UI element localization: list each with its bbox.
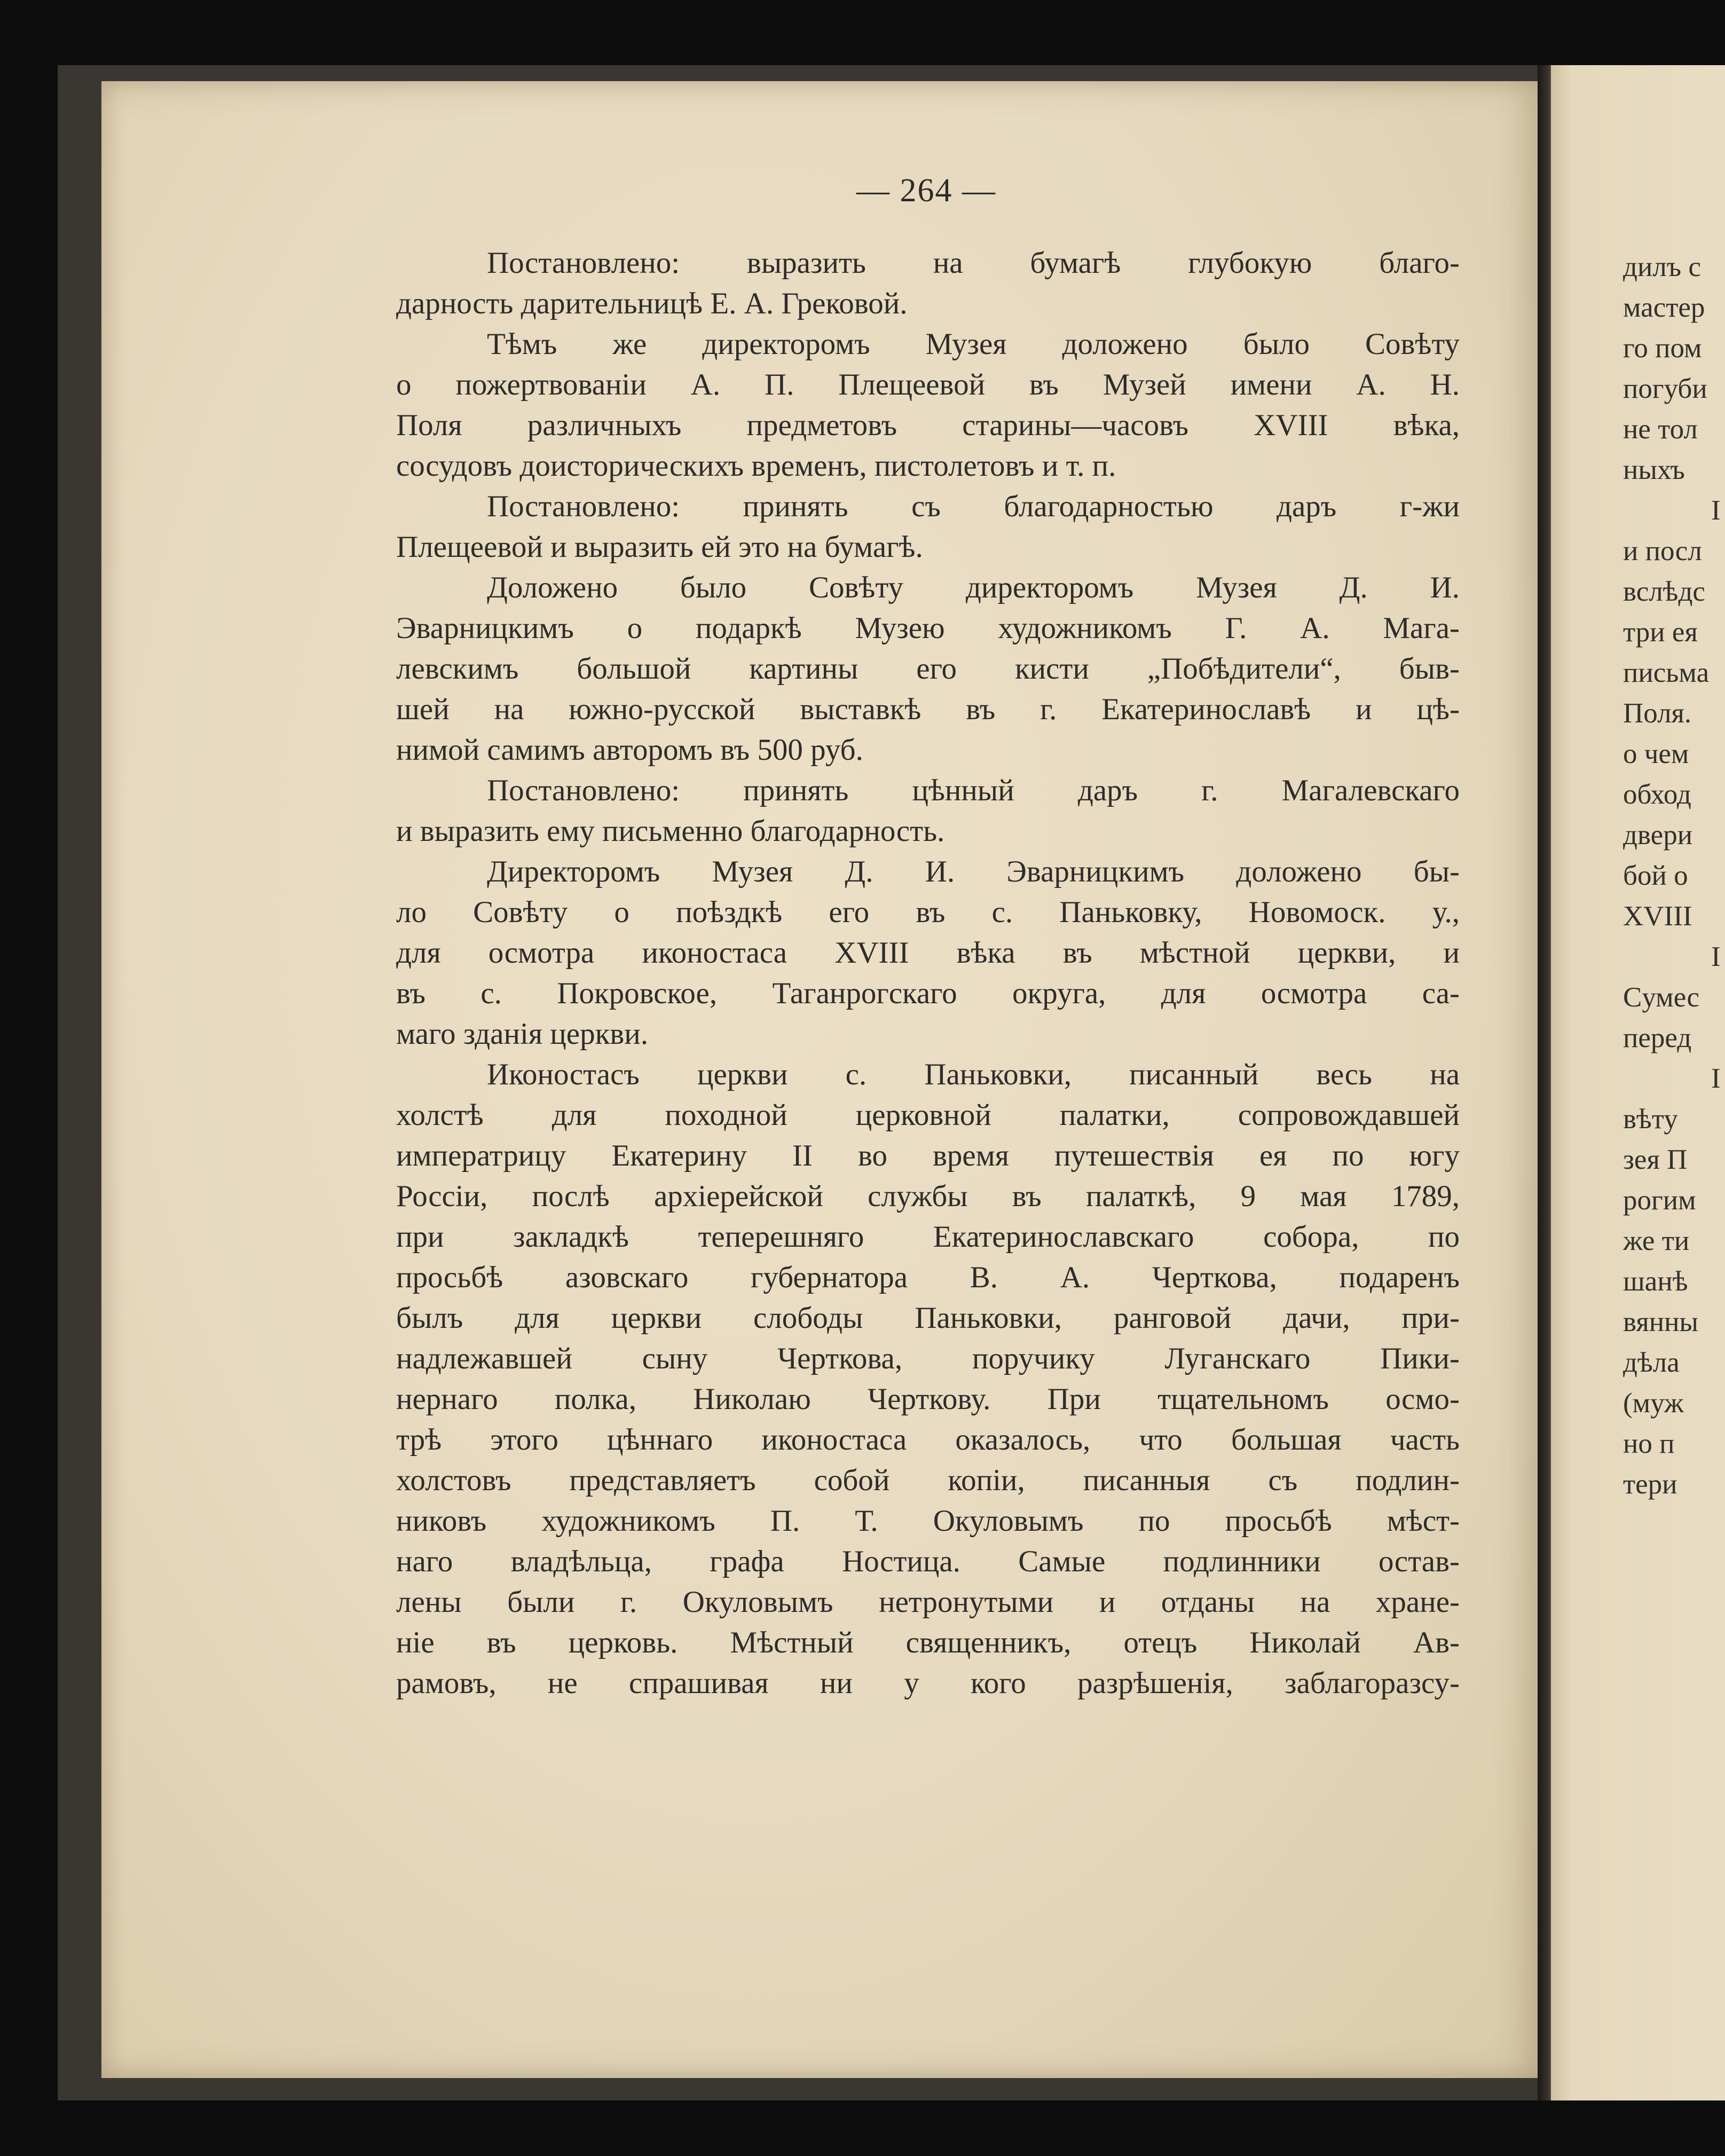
right-text-fragment: погуби xyxy=(1623,373,1707,404)
text-line: Иконостасъ церкви с. Паньковки, писанный весь на xyxy=(487,1058,1460,1091)
text-line: Эварницкимъ о подаркѣ Музею художникомъ Г. А. Мага- xyxy=(396,611,1460,645)
right-text-fragment: не тол xyxy=(1623,414,1698,445)
right-text-fragment: вянны xyxy=(1623,1307,1699,1337)
text-line: императрицу Екатерину II во время путешествія ея по югу xyxy=(396,1139,1460,1173)
text-line: дарность дарительницѣ Е. А. Грековой. xyxy=(396,287,908,320)
text-line: Россіи, послѣ архіерейской службы въ палаткѣ, 9 мая 1789, xyxy=(396,1179,1460,1213)
text-line: ло Совѣту о поѣздкѣ его въ с. Паньковку, Новомоск. у., xyxy=(396,895,1460,929)
text-line: нимой самимъ авторомъ въ 500 руб. xyxy=(396,733,863,767)
text-line: для осмотра иконостаса XVIII вѣка въ мѣстной церкви, и xyxy=(396,936,1460,970)
right-text-fragment: вѣту xyxy=(1623,1104,1678,1135)
page-number: — 264 — xyxy=(856,172,996,209)
right-text-fragment: Cумес xyxy=(1623,982,1700,1013)
text-line: и выразить ему письменно благодарность. xyxy=(396,814,945,848)
text-line: Поля различныхъ предметовъ старины—часовъ XVIII вѣка, xyxy=(396,408,1460,442)
right-text-fragment: перед xyxy=(1623,1022,1692,1053)
right-text-fragment: дѣла xyxy=(1623,1347,1680,1378)
right-text-fragment: I xyxy=(1711,941,1721,972)
right-text-fragment: вслѣдс xyxy=(1623,576,1705,607)
text-line: маго зданія церкви. xyxy=(396,1017,648,1051)
right-text-fragment: три ея xyxy=(1623,617,1698,648)
text-line: левскимъ большой картины его кисти „Побѣдители“, быв- xyxy=(396,652,1460,686)
text-line: нернаго полка, Николаю Черткову. При тщательномъ осмо- xyxy=(396,1382,1460,1416)
text-line: сосудовъ доисторическихъ временъ, пистолетовъ и т. п. xyxy=(396,449,1116,483)
text-line: Постановлено: выразить на бумагѣ глубокую благо- xyxy=(487,246,1460,280)
right-text-fragment: и посл xyxy=(1623,536,1702,566)
text-line: холстовъ представляетъ собой копіи, писанныя съ подлин- xyxy=(396,1463,1460,1497)
text-line: Плещеевой и выразить ей это на бумагѣ. xyxy=(396,530,923,564)
text-line: рамовъ, не спрашивая ни у кого разрѣшенія, заблагоразсу- xyxy=(396,1666,1460,1700)
text-line: трѣ этого цѣннаго иконостаса оказалось, что большая часть xyxy=(396,1423,1460,1457)
text-line: ніе въ церковь. Мѣстный священникъ, отецъ Николай Ав- xyxy=(396,1626,1460,1659)
text-line: никовъ художникомъ П. Т. Окуловымъ по просьбѣ мѣст- xyxy=(396,1504,1460,1538)
right-text-fragment: Поля. xyxy=(1623,698,1692,729)
right-text-fragment: двери xyxy=(1623,820,1693,851)
right-text-fragment: зея П xyxy=(1623,1144,1688,1175)
right-text-fragment: рогим xyxy=(1623,1185,1696,1216)
right-text-fragment: I xyxy=(1711,1063,1721,1094)
text-line: Постановлено: принять цѣнный даръ г. Магалевскаго xyxy=(487,774,1460,807)
right-text-fragment: бой о xyxy=(1623,860,1688,891)
right-text-fragment: но п xyxy=(1623,1428,1675,1459)
right-text-fragment: обход xyxy=(1623,779,1691,810)
text-line: при закладкѣ теперешняго Екатеринославскаго собора, по xyxy=(396,1220,1460,1254)
right-text-fragment: о чем xyxy=(1623,738,1689,769)
text-line: Тѣмъ же директоромъ Музея доложено было Совѣту xyxy=(487,327,1460,361)
text-line: лены были г. Окуловымъ нетронутыми и отданы на хране- xyxy=(396,1585,1460,1619)
right-text-fragment: мастер xyxy=(1623,292,1705,323)
text-line: Доложено было Совѣту директоромъ Музея Д. И. xyxy=(487,571,1460,604)
text-line: о пожертвованіи А. П. Плещеевой въ Музей имени А. Н. xyxy=(396,368,1460,402)
right-text-fragment: I xyxy=(1711,495,1721,526)
text-line: Директоромъ Музея Д. И. Эварницкимъ доложено бы- xyxy=(487,855,1460,888)
text-line: шей на южно-русской выставкѣ въ г. Екатеринославѣ и цѣ- xyxy=(396,693,1460,726)
text-line: Постановлено: принять съ благодарностью даръ г-жи xyxy=(487,490,1460,523)
right-text-fragment: шанѣ xyxy=(1623,1266,1688,1297)
right-text-fragment: же ти xyxy=(1623,1225,1690,1256)
right-text-fragment: ныхъ xyxy=(1623,454,1685,485)
right-text-fragment: го пом xyxy=(1623,333,1702,364)
text-line: холстѣ для походной церковной палатки, сопровождавшей xyxy=(396,1098,1460,1132)
text-line: наго владѣльца, графа Ностица. Самые подлинники остав- xyxy=(396,1545,1460,1578)
right-text-fragment: (муж xyxy=(1623,1388,1684,1419)
text-line: въ с. Покровское, Таганрогскаго округа, для осмотра са- xyxy=(396,977,1460,1010)
right-text-fragment: письма xyxy=(1623,657,1710,688)
text-line: просьбѣ азовскаго губернатора В. А. Черткова, подаренъ xyxy=(396,1261,1460,1294)
right-text-fragment: XVIII xyxy=(1623,901,1692,932)
text-line: надлежавшей сыну Черткова, поручику Луганскаго Пики- xyxy=(396,1342,1460,1375)
right-text-fragment: тери xyxy=(1623,1469,1677,1500)
text-line: былъ для церкви слободы Паньковки, ранговой дачи, при- xyxy=(396,1301,1460,1335)
right-text-fragment: дилъ с xyxy=(1623,251,1701,282)
